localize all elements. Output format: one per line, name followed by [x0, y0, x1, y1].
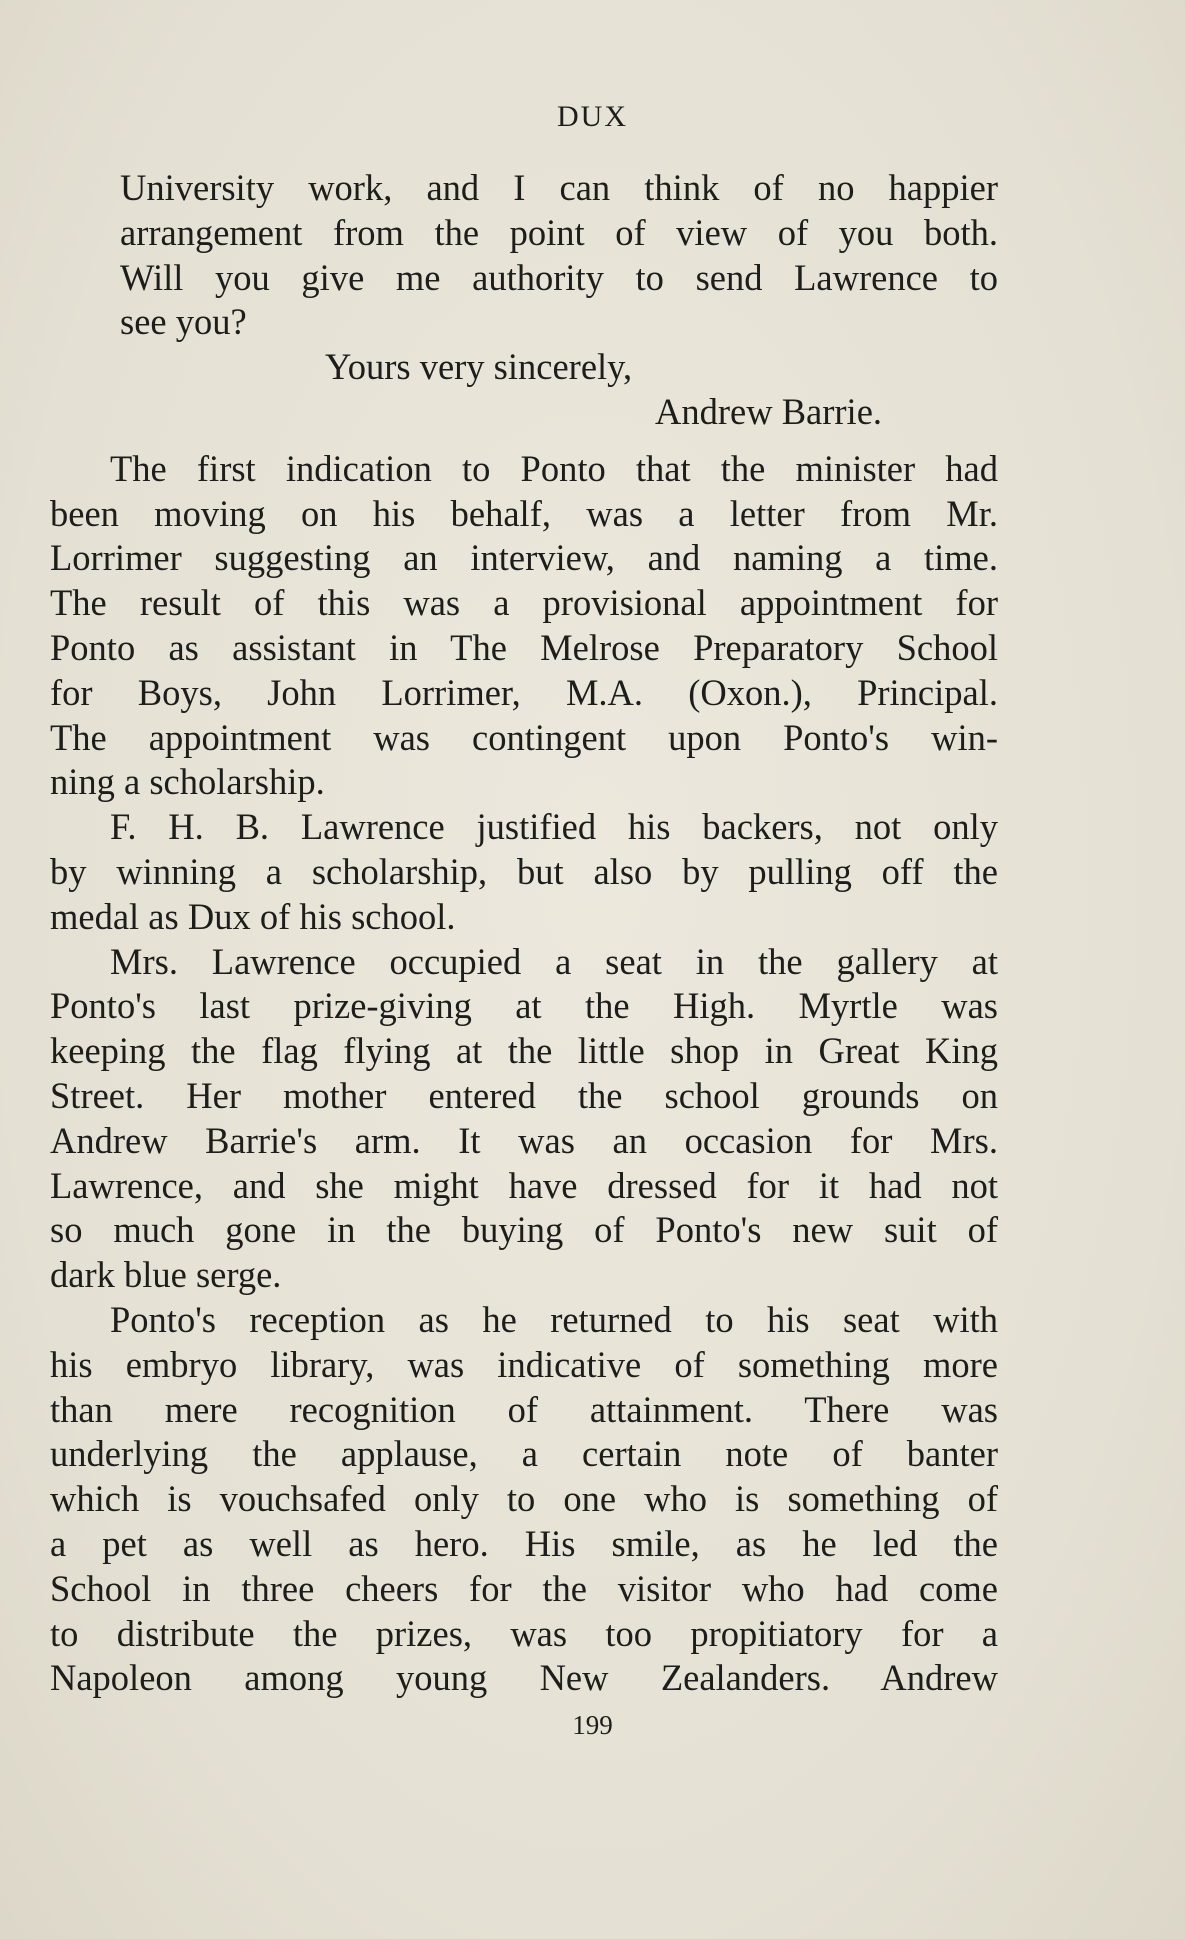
text-line: by winning a scholarship, but also by pulling off the — [50, 850, 998, 892]
paragraph — [50, 805, 998, 939]
text-line: Street. Her mother entered the school grounds on — [50, 1074, 998, 1116]
paragraph — [50, 940, 998, 1298]
text-line: Andrew Barrie's arm. It was an occasion for Mrs. — [50, 1119, 998, 1161]
text-line: Napoleon among young New Zealanders. Andrew — [50, 1657, 998, 1699]
page-number: 199 — [572, 1710, 613, 1740]
text-line: a pet as well as hero. His smile, as he led the — [50, 1522, 998, 1564]
text-line: to distribute the prizes, was too propitiatory for a — [50, 1612, 998, 1654]
letter-ending — [50, 166, 998, 435]
text-line: than mere recognition of attainment. There was — [50, 1388, 998, 1430]
text-line: been moving on his behalf, was a letter from Mr. — [50, 492, 998, 534]
text-line: medal as Dux of his school. — [50, 895, 456, 937]
text-line: arrangement from the point of view of you both. — [120, 211, 998, 253]
text-line: Lawrence, and she might have dressed for it had not — [50, 1164, 998, 1206]
text-line: which is vouchsafed only to one who is something of — [50, 1478, 998, 1520]
text-line: dark blue serge. — [50, 1254, 282, 1296]
text-line: so much gone in the buying of Ponto's new suit of — [50, 1209, 998, 1251]
text-line: for Boys, John Lorrimer, M.A. (Oxon.), Principal. — [50, 671, 998, 713]
text-line: School in three cheers for the visitor who had come — [50, 1567, 998, 1609]
text-line: Will you give me authority to send Lawrence to — [120, 256, 998, 298]
text-line: see you? — [120, 301, 247, 343]
text-line: The result of this was a provisional appointment for — [50, 582, 998, 624]
text-line: Ponto as assistant in The Melrose Preparatory School — [50, 626, 998, 668]
text-line: F. H. B. Lawrence justified his backers, not only — [110, 806, 998, 848]
text-line: Ponto's reception as he returned to his seat with — [110, 1298, 998, 1340]
paragraph — [50, 447, 998, 805]
paragraph — [50, 1298, 998, 1701]
letter-closing: Yours very sincerely, — [325, 346, 633, 388]
letter-signature: Andrew Barrie. — [655, 390, 883, 432]
text-line: The first indication to Ponto that the minister had — [110, 447, 998, 489]
text-line: keeping the flag flying at the little shop in Great King — [50, 1030, 998, 1072]
text-line: Mrs. Lawrence occupied a seat in the gallery at — [110, 940, 998, 982]
text-line: ning a scholarship. — [50, 761, 325, 803]
text-line: Lorrimer suggesting an interview, and naming a time. — [50, 537, 998, 579]
text-line: underlying the applause, a certain note of banter — [50, 1433, 998, 1475]
body-text — [50, 166, 998, 1701]
text-line: his embryo library, was indicative of something more — [50, 1343, 998, 1385]
running-head: DUX — [557, 100, 628, 133]
text-line: University work, and I can think of no happier — [120, 167, 998, 208]
text-line: The appointment was contingent upon Ponto's win- — [50, 716, 998, 758]
text-line: Ponto's last prize-giving at the High. Myrtle was — [50, 985, 998, 1027]
